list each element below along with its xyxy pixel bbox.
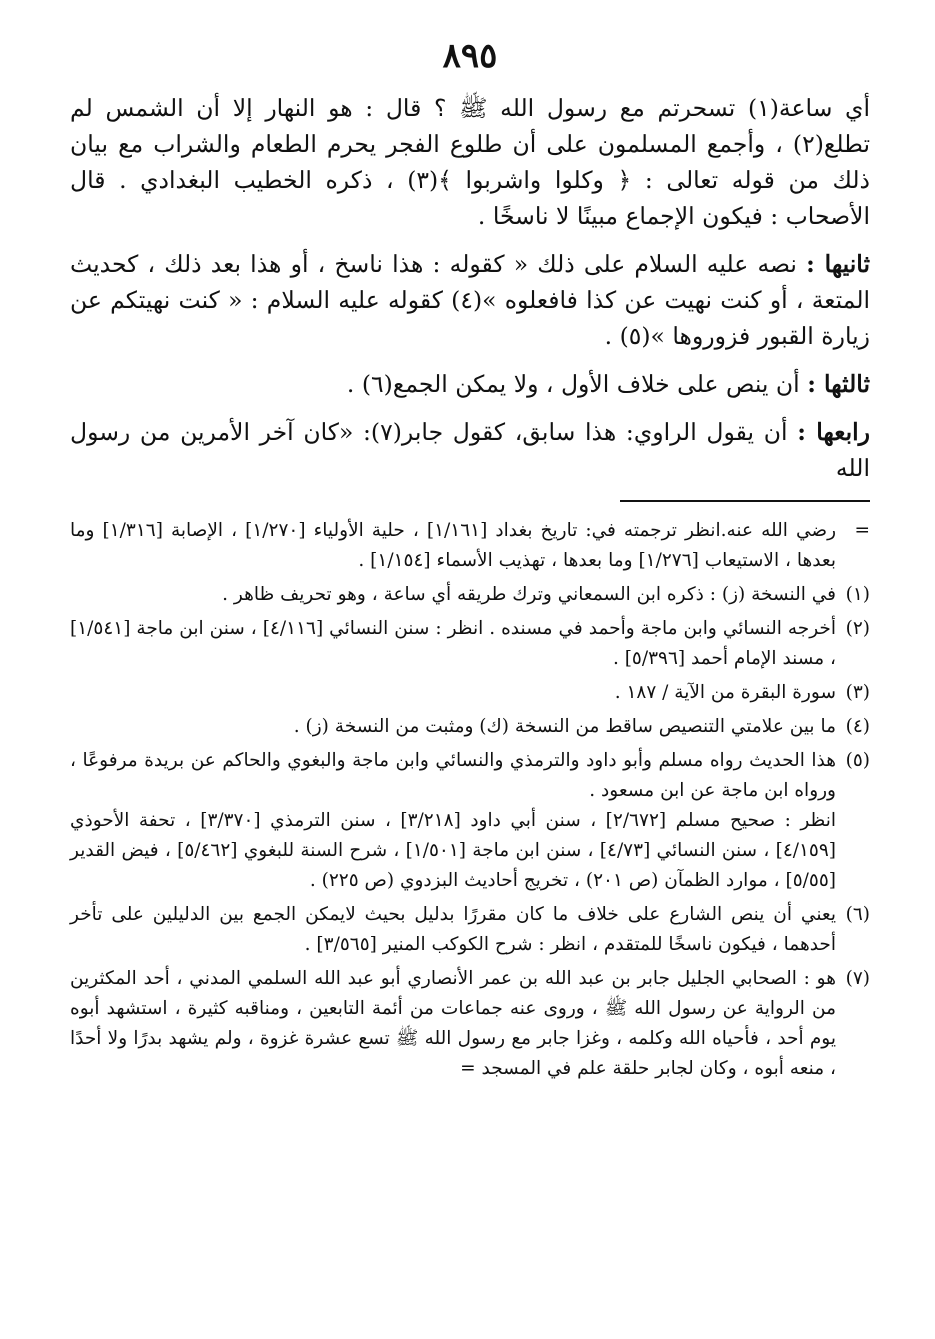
footnote-number: = (854, 520, 870, 541)
footnotes (70, 516, 870, 1084)
second-lead: ثانيها : (806, 250, 870, 278)
paragraph-second (70, 246, 870, 354)
footnote-text: في النسخة (ز) : ذكره ابن السمعاني وترك طريقه أي ساعة ، وهو تحريف ظاهر . (222, 584, 836, 605)
footnote-6 (70, 900, 870, 960)
second-text: نصه عليه السلام على ذلك « كقوله : هذا ناسخ ، أو هذا بعد ذلك ، كحديث المتعة ، أو كنت نهيت عن كذا فافعلوه »(٤) كقوله عليه السلام : « كنت نهيتكم عن زيارة القبور فزوروها »(٥) . (70, 250, 871, 350)
footnote-text: هو : الصحابي الجليل جابر بن عبد الله بن عمر الأنصاري أبو عبد الله السلمي المدني ، أحد المكثرين من الرواية عن رسول الله ﷺ ، وروى عنه جماعات من أئمة التابعين ، ومناقبه كثيرة ، استشهد أبوه يوم أحد ، فأحياه الله وكلمه ، وغزا جابر مع رسول الله ﷺ تسع عشرة غزوة ، ولم يشهد بدرًا ولا أحدًا ، منعه أبوه ، وكان لجابر حلقة علم في المسجد = (70, 968, 836, 1079)
footnote-text: أخرجه النسائي وابن ماجة وأحمد في مسنده . انظر : سنن النسائي [٤/١١٦] ، سنن ابن ماجة [١/٥٤١] ، مسند الإمام أحمد [٥/٣٩٦] . (70, 618, 837, 669)
paragraph-fourth (70, 414, 870, 486)
footnote-text: ما بين علامتي التنصيص ساقط من النسخة (ك) ومثبت من النسخة (ز) . (293, 716, 836, 737)
footnote-number: (٢) (845, 618, 870, 639)
footnote-number: (٦) (845, 904, 870, 925)
footnote-text: رضي الله عنه.انظر ترجمته في: تاريخ بغداد [١/١٦١] ، حلية الأولياء [١/٢٧٠] ، الإصابة [١/٣١٦] وما بعدها ، الاستيعاب [١/٢٧٦] وما بعدها ، تهذيب الأسماء [١/١٥٤] . (70, 520, 837, 571)
footnote-separator (620, 500, 870, 502)
paragraph-third (70, 366, 870, 402)
footnote-text: سورة البقرة من الآية / ١٨٧ . (614, 682, 836, 703)
footnote-number: (٤) (845, 716, 870, 737)
footnote-number: (٣) (845, 682, 870, 703)
page-number: ٨٩٥ (442, 36, 498, 76)
paragraph-1: أي ساعة(١) تسحرتم مع رسول الله ﷺ ؟ قال : هو النهار إلا أن الشمس لم تطلع(٢) ، وأجمع المسلمون على أن طلوع الفجر يحرم الطعام والشراب مع بيان ذلك من قوله تعالى : ﴿ وكلوا واشربوا ﴾(٣) ، ذكره الخطيب البغدادي . قال الأصحاب : فيكون الإجماع مبينًا لا ناسخًا . (70, 94, 870, 230)
footnote-1 (70, 580, 870, 610)
footnote-number: (٥) (845, 750, 870, 771)
footnote-text: يعني أن ينص الشارع على خلاف ما كان مقررًا بدليل بحيث لايمكن الجمع بين الدليلين على تأخر أحدهما ، فيكون ناسخًا للمتقدم ، انظر : شرح الكوكب المنير [٣/٥٦٥] . (70, 904, 836, 955)
footnote-5 (70, 746, 870, 896)
footnote-text: هذا الحديث رواه مسلم وأبو داود والترمذي والنسائي وابن ماجة والبغوي والحاكم عن بريدة مرفوعًا ، ورواه ابن ماجة عن ابن مسعود . (70, 750, 836, 801)
footnote-number: (١) (845, 584, 870, 605)
footnote-4 (70, 712, 870, 742)
fourth-lead: رابعها : (797, 418, 871, 446)
footnote-3 (70, 678, 870, 708)
main-text (70, 90, 870, 486)
footnote-number: (٧) (845, 968, 870, 989)
document-page (70, 30, 870, 1320)
fourth-text: أن يقول الراوي: هذا سابق، كقول جابر(٧): «كان آخر الأمرين من رسول الله (70, 418, 870, 482)
third-text: أن ينص على خلاف الأول ، ولا يمكن الجمع(٦) . (346, 370, 808, 398)
footnote-continuation (70, 516, 870, 576)
footnote-2 (70, 614, 870, 674)
third-lead: ثالثها : (807, 370, 870, 398)
footnote-references: انظر : صحيح مسلم [٢/٦٧٢] ، سنن أبي داود [٣/٢١٨] ، سنن الترمذي [٣/٣٧٠] ، تحفة الأحوذي [٤/١٥٩] ، سنن النسائي [٤/٧٣] ، سنن ابن ماجة [١/٥٠١] ، شرح السنة للبغوي [٥/٤٦٢] ، فيض القدير [٥/٥٥] ، موارد الظمآن (ص ٢٠١) ، تخريج أحاديث البزدوي (ص ٢٢٥) . (70, 810, 837, 891)
footnote-7 (70, 964, 870, 1084)
